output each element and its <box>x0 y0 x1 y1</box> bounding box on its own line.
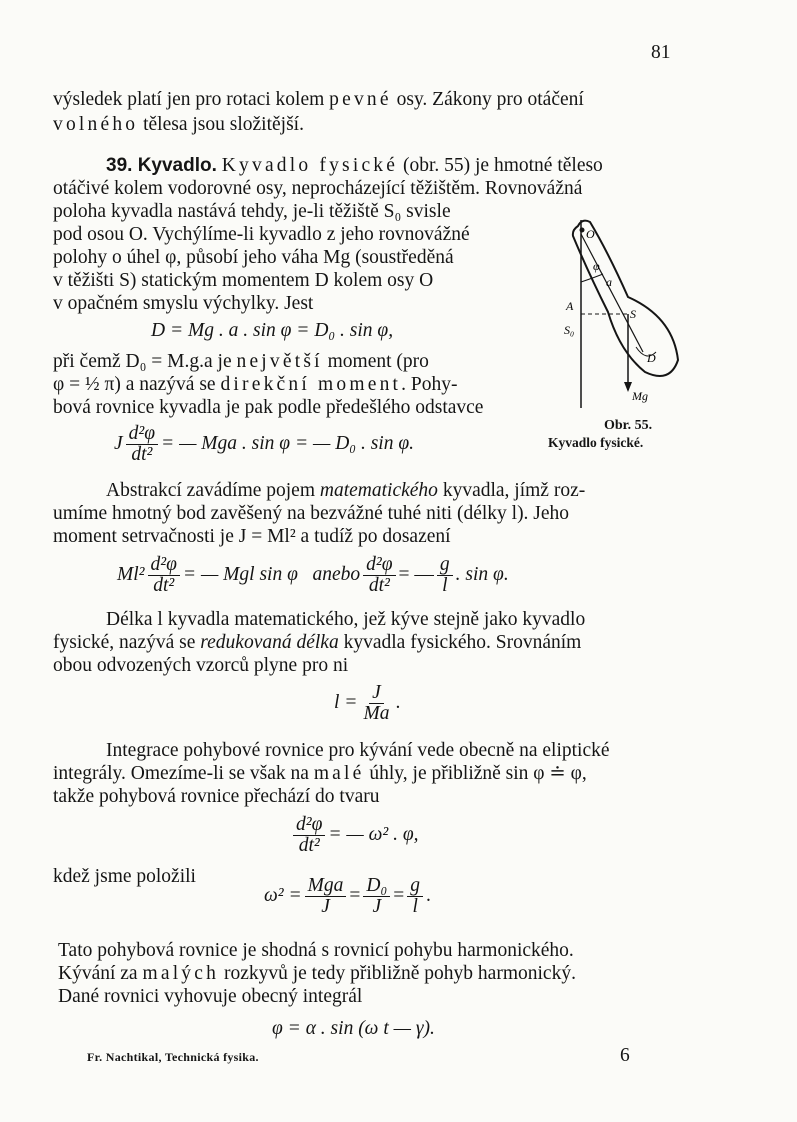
label-A: A <box>566 299 574 313</box>
eq-numerator: Mga <box>305 876 347 897</box>
para6-line2 <box>58 963 576 985</box>
eq-denominator: J <box>372 896 382 917</box>
eq-numerator: d²φ <box>363 555 395 576</box>
pendulum-figure <box>548 212 688 422</box>
section-line8 <box>53 351 429 373</box>
equation-motion <box>114 424 414 465</box>
eq-numerator: g <box>407 876 423 897</box>
eq-symbol: J <box>114 432 123 454</box>
pivot-point <box>580 228 585 233</box>
spaced-emphasis: direkční moment <box>220 374 402 395</box>
eq-fraction <box>363 555 395 596</box>
eq-denominator: dt² <box>131 444 153 465</box>
eq-symbol: ω² = <box>264 884 302 906</box>
text-run: Abstrakcí zavádíme pojem <box>106 480 320 501</box>
para3-line3: moment setrvačnosti je J = Ml² a tudíž po dosazení <box>53 526 451 547</box>
eq-numerator: d²φ <box>148 555 180 576</box>
text-run: φ = ½ π) a nazývá se <box>53 374 221 395</box>
label-S: S <box>630 307 636 321</box>
equation-general-integral: φ = α . sin (ω t — γ). <box>272 1018 435 1039</box>
eq-denominator: dt² <box>298 835 320 856</box>
equation-mathematical-pendulum <box>117 555 509 596</box>
eq-fraction <box>363 876 390 917</box>
para1-line2 <box>53 114 304 136</box>
para5-line1: Integrace pohybové rovnice pro kývání vede obecně na eliptické <box>106 740 610 761</box>
text-run: při čemž D₀ = M.g.a je <box>53 351 237 372</box>
section-line1 <box>106 155 603 177</box>
label-phi: φ <box>593 259 600 273</box>
eq-middle: = — Mgl sin φ anebo <box>182 563 361 585</box>
eq-fraction <box>126 424 158 465</box>
label-O: O <box>586 227 595 241</box>
para1-line1 <box>53 89 584 111</box>
eq-denominator: l <box>442 575 448 596</box>
eq-rest: = — Mga . sin φ = — D₀ . sin φ. <box>161 432 414 454</box>
section-heading: 39. Kyvadlo. <box>106 155 217 176</box>
section-line9 <box>53 374 458 396</box>
section-line7: v opačném smyslu výchylky. Jest <box>53 293 314 314</box>
text-run: tělesa jsou složitější. <box>138 114 304 135</box>
eq-denominator: dt² <box>153 575 175 596</box>
section-line6: v těžišti S) statickým momentem D kolem osy O <box>53 270 434 291</box>
eq-rest: = — ω² . φ, <box>328 823 419 845</box>
text-run: úhly, je přibližně sin φ ≐ φ, <box>364 763 587 784</box>
section-line10: bová rovnice kyvadla je pak podle předešlého odstavce <box>53 397 484 418</box>
spaced-emphasis: největší <box>236 351 323 372</box>
spaced-emphasis: malé <box>313 763 365 784</box>
eq-fraction <box>148 555 180 596</box>
text-run: kyvadla fysického. Srovnáním <box>338 632 582 653</box>
eq-operator: = <box>393 884 405 906</box>
eq-fraction <box>305 876 347 917</box>
para3-line1 <box>106 480 585 502</box>
para5-line3: takže pohybová rovnice přechází do tvaru <box>53 786 380 807</box>
eq-numerator: d²φ <box>293 815 325 836</box>
para5-line2 <box>53 763 587 785</box>
text-run: Kývání za <box>58 963 143 984</box>
eq-numerator: d²φ <box>126 424 158 445</box>
equation-harmonic <box>290 815 419 856</box>
eq-numerator: g <box>437 555 453 576</box>
label-D: D <box>647 351 656 365</box>
eq-fraction <box>293 815 325 856</box>
eq-fraction <box>407 876 423 917</box>
para6-line1: Tato pohybová rovnice je shodná s rovnicí pohybu harmonického. <box>58 940 574 961</box>
eq-denominator: Ma <box>363 703 390 724</box>
weight-arrowhead <box>624 382 632 392</box>
spaced-emphasis: Kyvadlo fysické <box>221 155 399 176</box>
eq-denominator: J <box>321 896 330 917</box>
label-a: a <box>606 275 612 289</box>
equation-omega <box>264 876 431 917</box>
eq-operator: = — <box>398 563 434 585</box>
eq-numerator: D₀ <box>363 876 390 897</box>
eq-denominator: dt² <box>368 575 390 596</box>
para3-line2: umíme hmotný bod zavěšený na bezvážné tuhé niti (délky l). Jeho <box>53 503 570 524</box>
eq-fraction <box>437 555 453 596</box>
para4-line3: obou odvozených vzorců plyne pro ni <box>53 655 349 676</box>
eq-denominator: l <box>412 896 418 917</box>
eq-numerator: J <box>369 683 384 704</box>
section-line4: pod osou O. Vychýlíme-li kyvadlo z jeho rovnovážné <box>53 224 470 245</box>
text-run: kyvadla, jímž roz- <box>437 480 586 501</box>
pendulum-axis-line <box>581 234 643 352</box>
para4-line1: Délka l kyvadla matematického, jež kýve stejně jako kyvadlo <box>106 609 586 630</box>
label-Mg: Mg <box>632 389 648 403</box>
italic-term: redukovaná délka <box>200 632 339 653</box>
kdez-line: kdež jsme položili <box>53 866 196 887</box>
equation-reduced-length <box>334 683 400 724</box>
spaced-emphasis: pevné <box>329 89 392 110</box>
eq-fraction <box>360 683 392 724</box>
section-line2: otáčivé kolem vodorovné osy, neprocházející těžištěm. Rovnovážná <box>53 178 583 199</box>
eq-symbol: Ml² <box>117 563 145 585</box>
text-run: výsledek platí jen pro rotaci kolem <box>53 89 330 110</box>
figure-caption-title: Kyvadlo fysické. <box>548 435 644 450</box>
text-run: fysické, nazývá se <box>53 632 201 653</box>
figure-caption-number: Obr. 55. <box>604 418 653 433</box>
section-line3: poloha kyvadla nastává tehdy, je-li těžiště S₀ svisle <box>53 201 451 222</box>
text-run: rozkyvů je tedy přibližně pohyb harmonický. <box>219 963 576 984</box>
eq-end: . <box>395 691 401 713</box>
page-number: 81 <box>651 42 671 63</box>
para6-line3: Dané rovnici vyhovuje obecný integrál <box>58 986 363 1007</box>
pendulum-body <box>573 221 678 376</box>
text-run: integrály. Omezíme-li se však na <box>53 763 314 784</box>
section-line5: polohy o úhel φ, působí jeho váha Mg (soustředěná <box>53 247 454 268</box>
spaced-emphasis: volného <box>53 114 139 135</box>
equation-moment: D = Mg . a . sin φ = D₀ . sin φ, <box>151 320 394 341</box>
text-run: osy. Zákony pro otáčení <box>391 89 584 110</box>
eq-symbol: l = <box>334 691 358 713</box>
spaced-emphasis: malých <box>142 963 220 984</box>
footer-signature: 6 <box>620 1045 630 1066</box>
eq-end: . sin φ. <box>455 563 509 585</box>
italic-term: matematického <box>319 480 438 501</box>
text-run: moment (pro <box>322 351 429 372</box>
eq-operator: = <box>349 884 361 906</box>
footer-source: Fr. Nachtikal, Technická fysika. <box>87 1050 259 1064</box>
eq-end: . <box>426 884 431 906</box>
text-run: . Pohy- <box>401 374 458 395</box>
text-run: (obr. 55) je hmotné těleso <box>398 155 603 176</box>
para4-line2 <box>53 632 581 654</box>
label-S0: S₀ <box>564 323 575 337</box>
